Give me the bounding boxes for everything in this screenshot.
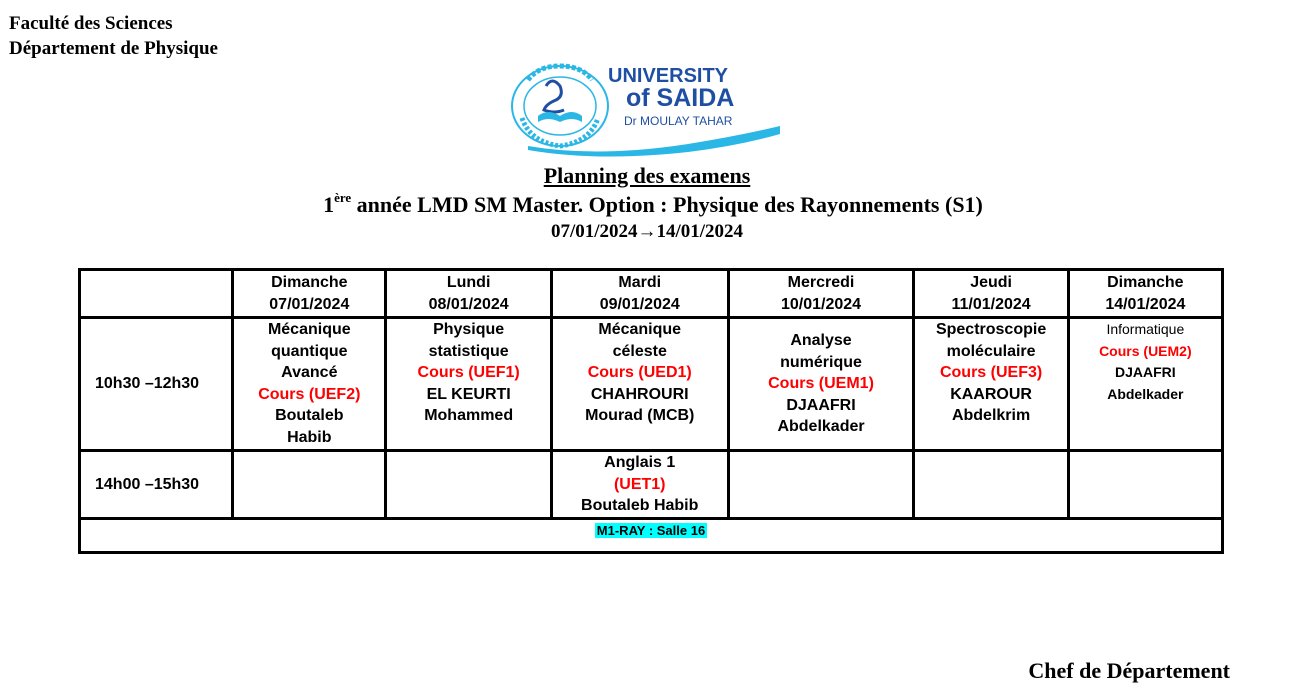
day-header: Lundi 08/01/2024 <box>386 270 551 318</box>
exam-period: 07/01/2024→14/01/2024 <box>550 221 744 242</box>
page-title: Planning des examens <box>543 163 751 188</box>
ordinal-suffix: ère <box>334 189 352 205</box>
logo-line-2: of SAIDA <box>626 84 735 112</box>
course-code: Cours (UED1) <box>587 364 692 382</box>
empty-cell <box>386 450 551 518</box>
exam-cell: Anglais 1 (UET1) Boutaleb Habib <box>551 450 728 518</box>
university-logo <box>508 58 786 164</box>
course-code: Cours (UEM2) <box>1099 342 1192 359</box>
course-code: (UET1) <box>613 475 666 493</box>
table-row-morning <box>80 318 1223 451</box>
day-header: Dimanche 07/01/2024 <box>233 270 386 318</box>
course-code: Cours (UEM1) <box>768 375 874 393</box>
logo-line-1: UNIVERSITY <box>608 65 729 87</box>
room-label: M1-RAY : Salle 16 <box>596 522 706 538</box>
course-code: Cours (UEF3) <box>939 364 1043 382</box>
day-header: Jeudi 11/01/2024 <box>914 270 1068 318</box>
time-slot: 10h30 –12h30 <box>80 318 233 451</box>
day-header: Mercredi 10/01/2024 <box>728 270 914 318</box>
room-cell <box>80 518 1223 552</box>
day-header: Mardi 09/01/2024 <box>551 270 728 318</box>
faculty-header <box>9 11 218 61</box>
corner-cell <box>80 270 233 318</box>
exam-schedule-table <box>78 268 1224 554</box>
exam-cell: Mécanique quantique Avancé Cours (UEF2) Boutaleb Habib <box>233 318 386 451</box>
logo-wave-icon <box>528 126 780 157</box>
course-code: Cours (UEF1) <box>417 364 520 382</box>
course-code: Cours (UEF2) <box>258 385 361 403</box>
faculty-name: Faculté des Sciences <box>9 13 173 34</box>
table-row-afternoon <box>80 450 1223 518</box>
program-title: 1ère année LMD SM Master. Option : Physique des Rayonnements (S1) <box>323 189 983 217</box>
empty-cell <box>1068 450 1222 518</box>
signature-label: Chef de Département <box>1028 658 1230 683</box>
day-header: Dimanche 14/01/2024 <box>1068 270 1222 318</box>
logo-emblem-icon <box>512 66 608 146</box>
table-header-row <box>80 270 1223 318</box>
exam-cell: Mécanique céleste Cours (UED1) CHAHROURI Mourad (MCB) <box>551 318 728 451</box>
empty-cell <box>233 450 386 518</box>
department-name: Département de Physique <box>9 38 218 59</box>
exam-cell: Informatique Cours (UEM2) DJAAFRI Abdelkader <box>1068 318 1222 451</box>
exam-cell: Physique statistique Cours (UEF1) EL KEURTI Mohammed <box>386 318 551 451</box>
empty-cell <box>914 450 1068 518</box>
exam-cell: Analyse numérique Cours (UEM1) DJAAFRI Abdelkader <box>728 318 914 451</box>
time-slot: 14h00 –15h30 <box>80 450 233 518</box>
empty-cell <box>728 450 914 518</box>
logo-line-3: Dr MOULAY TAHAR <box>624 114 733 128</box>
exam-cell: Spectroscopie moléculaire Cours (UEF3) KAAROUR Abdelkrim <box>914 318 1068 451</box>
table-row-room <box>80 518 1223 552</box>
